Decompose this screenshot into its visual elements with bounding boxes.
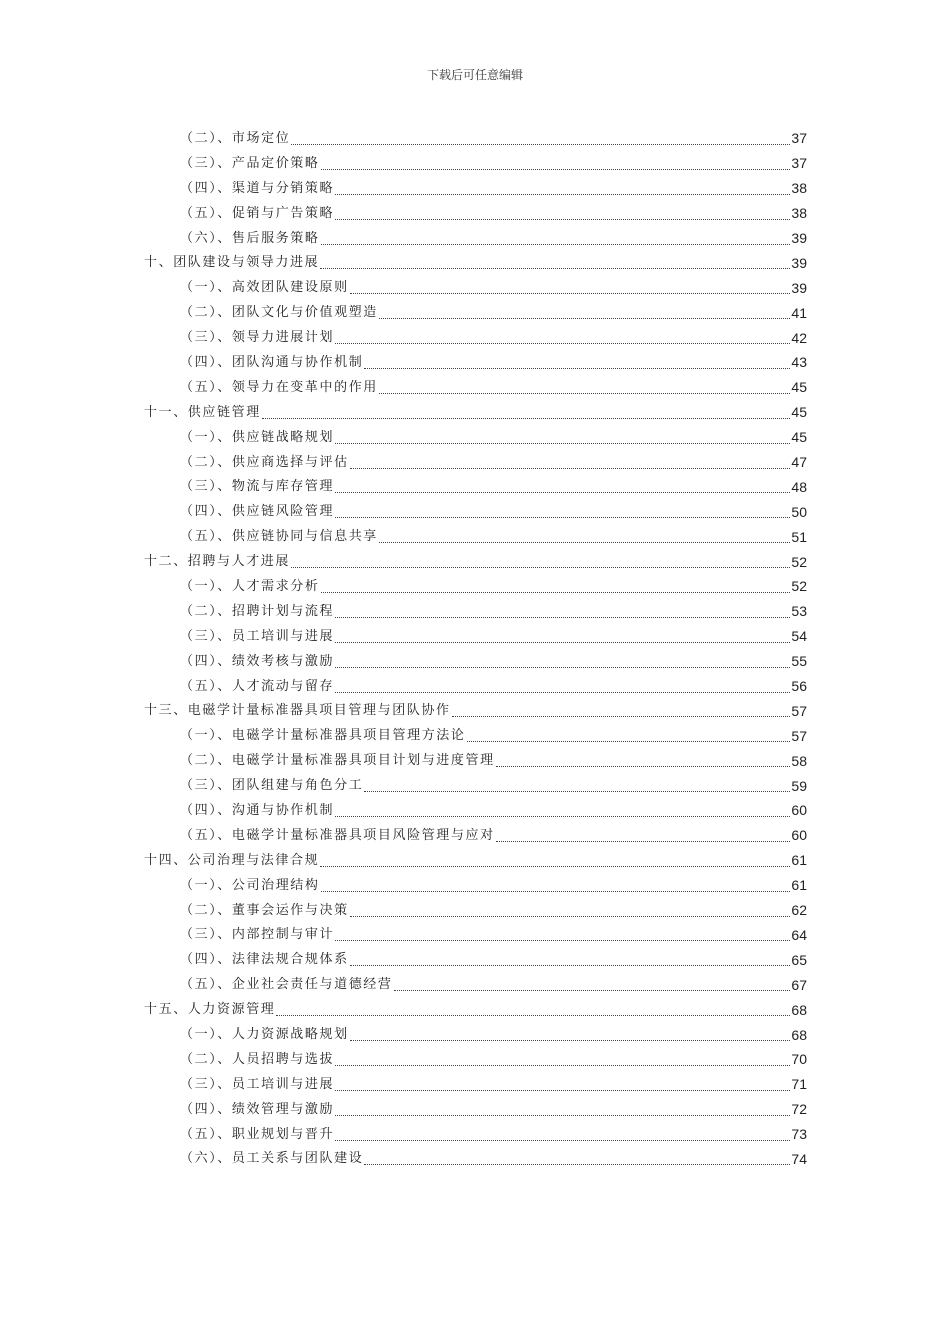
toc-section-entry[interactable]	[0, 176, 950, 201]
toc-entry-title: （二）、人员招聘与选拔	[180, 1051, 335, 1067]
toc-page-number: 58	[791, 752, 807, 769]
dot-leader	[467, 741, 791, 742]
toc-chapter-entry[interactable]	[0, 698, 950, 723]
toc-entry-title: 十五、人力资源管理	[144, 1002, 276, 1018]
toc-section-entry[interactable]	[0, 624, 950, 649]
toc-section-entry[interactable]	[0, 723, 950, 748]
toc-entry-title: （三）、内部控制与审计	[180, 927, 335, 943]
toc-page-number: 48	[791, 478, 807, 495]
toc-page-number: 71	[791, 1076, 807, 1093]
toc-page-number: 59	[791, 777, 807, 794]
toc-section-entry[interactable]	[0, 325, 950, 350]
toc-page-number: 60	[791, 802, 807, 819]
toc-section-entry[interactable]	[0, 674, 950, 699]
dot-leader	[335, 1090, 790, 1091]
dot-leader	[335, 517, 790, 518]
dot-leader	[350, 916, 791, 917]
dot-leader	[335, 692, 790, 693]
toc-entry-title: （五）、职业规划与晋升	[180, 1126, 335, 1142]
toc-entry-title: （三）、物流与库存管理	[180, 479, 335, 495]
toc-page-number: 65	[791, 951, 807, 968]
toc-page-number: 38	[791, 205, 807, 222]
toc-page-number: 41	[791, 304, 807, 321]
table-of-contents	[0, 126, 950, 1171]
toc-page-number: 73	[791, 1126, 807, 1143]
toc-entry-title: （四）、法律法规合规体系	[180, 952, 349, 968]
toc-page-number: 51	[791, 528, 807, 545]
toc-entry-title: （三）、员工培训与进展	[180, 628, 335, 644]
dot-leader	[335, 667, 790, 668]
toc-page-number: 39	[791, 230, 807, 246]
dot-leader	[321, 592, 791, 593]
toc-section-entry[interactable]	[0, 450, 950, 475]
dot-leader	[335, 343, 790, 344]
toc-entry-title: 十一、供应链管理	[144, 404, 261, 420]
toc-page-number: 57	[791, 702, 807, 719]
dot-leader	[335, 642, 790, 643]
toc-entry-title: （一）、电磁学计量标准器具项目管理方法论	[180, 728, 466, 744]
toc-entry-title: （四）、渠道与分销策略	[180, 180, 335, 196]
toc-section-entry[interactable]	[0, 823, 950, 848]
toc-entry-title: （三）、员工培训与进展	[180, 1076, 335, 1092]
toc-section-entry[interactable]	[0, 1022, 950, 1047]
toc-section-entry[interactable]	[0, 649, 950, 674]
toc-entry-title: （四）、团队沟通与协作机制	[180, 354, 364, 370]
dot-leader	[335, 1065, 790, 1066]
toc-page-number: 37	[791, 155, 807, 172]
toc-entry-title: （四）、绩效管理与激励	[180, 1101, 335, 1117]
toc-page-number: 45	[791, 379, 807, 396]
toc-section-entry[interactable]	[0, 425, 950, 450]
toc-entry-title: （五）、电磁学计量标准器具项目风险管理与应对	[180, 827, 495, 843]
toc-section-entry[interactable]	[0, 947, 950, 972]
toc-page-number: 37	[791, 130, 807, 147]
dot-leader	[496, 841, 791, 842]
dot-leader	[335, 443, 790, 444]
dot-leader	[350, 965, 791, 966]
toc-page-number: 64	[791, 926, 807, 943]
toc-page-number: 57	[791, 727, 807, 744]
toc-section-entry[interactable]	[0, 1072, 950, 1097]
toc-page-number: 39	[791, 254, 807, 271]
dot-leader	[496, 766, 791, 767]
toc-section-entry[interactable]	[0, 1047, 950, 1072]
toc-section-entry[interactable]	[0, 873, 950, 898]
toc-section-entry[interactable]	[0, 350, 950, 375]
toc-entry-title: （一）、供应链战略规划	[180, 429, 335, 445]
toc-page-number: 55	[791, 653, 807, 670]
toc-page-number: 43	[791, 354, 807, 371]
toc-page-number: 54	[791, 628, 807, 645]
dot-leader	[335, 940, 790, 941]
dot-leader	[350, 293, 791, 294]
toc-page-number: 52	[791, 578, 807, 595]
toc-section-entry[interactable]	[0, 201, 950, 226]
toc-page-number: 67	[791, 976, 807, 993]
toc-section-entry[interactable]	[0, 474, 950, 499]
toc-entry-title: （三）、产品定价策略	[180, 155, 320, 171]
dot-leader	[321, 891, 791, 892]
toc-entry-title: （五）、企业社会责任与道德经营	[180, 977, 393, 993]
dot-leader	[452, 716, 791, 717]
toc-section-entry[interactable]	[0, 773, 950, 798]
toc-chapter-entry[interactable]	[0, 549, 950, 574]
toc-section-entry[interactable]	[0, 300, 950, 325]
toc-page-number: 60	[791, 827, 807, 844]
dot-leader	[262, 418, 791, 419]
dot-leader	[379, 393, 791, 394]
dot-leader	[350, 1040, 791, 1041]
toc-entry-title: 十三、电磁学计量标准器具项目管理与团队协作	[144, 703, 451, 719]
dot-leader	[320, 866, 790, 867]
toc-entry-title: （二）、市场定位	[180, 130, 291, 146]
dot-leader	[379, 318, 791, 319]
toc-chapter-entry[interactable]	[0, 997, 950, 1022]
toc-section-entry[interactable]	[0, 275, 950, 300]
toc-page-number: 72	[791, 1101, 807, 1118]
toc-entry-title: 十、团队建设与领导力进展	[144, 255, 320, 271]
toc-section-entry[interactable]	[0, 972, 950, 997]
toc-page-number: 45	[791, 429, 807, 446]
toc-page-number: 50	[791, 503, 807, 520]
toc-page-number: 70	[791, 1051, 807, 1068]
dot-leader	[321, 169, 791, 170]
toc-entry-title: （三）、团队组建与角色分工	[180, 778, 364, 794]
toc-entry-title: （二）、董事会运作与决策	[180, 902, 349, 918]
dot-leader	[394, 990, 791, 991]
toc-section-entry[interactable]	[0, 574, 950, 599]
dot-leader	[364, 368, 790, 369]
toc-page-number: 61	[791, 852, 807, 869]
toc-entry-title: （五）、人才流动与留存	[180, 678, 335, 694]
toc-section-entry[interactable]	[0, 1147, 950, 1172]
toc-entry-title: （二）、供应商选择与评估	[180, 454, 349, 470]
toc-section-entry[interactable]	[0, 1122, 950, 1147]
dot-leader	[364, 1164, 790, 1165]
toc-page-number: 74	[791, 1150, 807, 1167]
toc-page-number: 68	[791, 1001, 807, 1018]
dot-leader	[335, 492, 790, 493]
toc-entry-title: （一）、高效团队建设原则	[180, 280, 349, 296]
toc-page-number: 52	[791, 553, 807, 570]
toc-entry-title: （六）、员工关系与团队建设	[180, 1151, 364, 1167]
toc-page-number: 39	[791, 279, 807, 296]
toc-entry-title: （二）、电磁学计量标准器具项目计划与进度管理	[180, 753, 495, 769]
toc-page-number: 38	[791, 180, 807, 197]
toc-entry-title: （五）、促销与广告策略	[180, 205, 335, 221]
dot-leader	[335, 219, 790, 220]
dot-leader	[335, 1115, 790, 1116]
toc-page-number: 61	[791, 877, 807, 894]
toc-section-entry[interactable]	[0, 599, 950, 624]
toc-entry-title: （四）、供应链风险管理	[180, 504, 335, 520]
dot-leader	[379, 542, 791, 543]
toc-section-entry[interactable]	[0, 375, 950, 400]
toc-chapter-entry[interactable]	[0, 848, 950, 873]
toc-section-entry[interactable]	[0, 798, 950, 823]
dot-leader	[276, 1015, 790, 1016]
dot-leader	[291, 567, 790, 568]
toc-section-entry[interactable]	[0, 1097, 950, 1122]
toc-section-entry[interactable]	[0, 524, 950, 549]
toc-entry-title: （五）、供应链协同与信息共享	[180, 529, 378, 545]
toc-chapter-entry[interactable]	[0, 250, 950, 275]
toc-section-entry[interactable]	[0, 499, 950, 524]
dot-leader	[321, 244, 791, 245]
toc-section-entry[interactable]	[0, 748, 950, 773]
toc-page-number: 56	[791, 678, 807, 695]
toc-entry-title: （一）、公司治理结构	[180, 877, 320, 893]
dot-leader	[335, 1140, 790, 1141]
dot-leader	[335, 816, 790, 817]
dot-leader	[335, 194, 790, 195]
toc-page-number: 45	[791, 404, 807, 421]
toc-entry-title: （二）、招聘计划与流程	[180, 603, 335, 619]
dot-leader	[291, 144, 790, 145]
dot-leader	[350, 468, 791, 469]
toc-entry-title: （一）、人才需求分析	[180, 578, 320, 594]
toc-entry-title: （五）、领导力在变革中的作用	[180, 379, 378, 395]
dot-leader	[320, 268, 790, 269]
toc-section-entry[interactable]	[0, 923, 950, 948]
toc-page-number: 42	[791, 329, 807, 346]
toc-entry-title: （二）、团队文化与价值观塑造	[180, 305, 378, 321]
toc-chapter-entry[interactable]	[0, 400, 950, 425]
toc-section-entry[interactable]	[0, 126, 950, 151]
page-header: 下载后可任意编辑	[426, 68, 523, 82]
toc-entry-title: 十四、公司治理与法律合规	[144, 852, 320, 868]
toc-page-number: 53	[791, 603, 807, 620]
toc-entry-title: （六）、售后服务策略	[180, 230, 320, 246]
toc-entry-title: 十二、招聘与人才进展	[144, 554, 291, 570]
toc-section-entry[interactable]	[0, 226, 950, 251]
dot-leader	[335, 617, 790, 618]
toc-entry-title: （三）、领导力进展计划	[180, 330, 335, 346]
toc-section-entry[interactable]	[0, 151, 950, 176]
toc-page-number: 68	[791, 1026, 807, 1043]
toc-page-number: 62	[791, 902, 807, 919]
toc-section-entry[interactable]	[0, 898, 950, 923]
toc-page-number: 47	[791, 454, 807, 471]
toc-entry-title: （四）、沟通与协作机制	[180, 802, 335, 818]
dot-leader	[364, 791, 790, 792]
toc-entry-title: （四）、绩效考核与激励	[180, 653, 335, 669]
toc-entry-title: （一）、人力资源战略规划	[180, 1027, 349, 1042]
